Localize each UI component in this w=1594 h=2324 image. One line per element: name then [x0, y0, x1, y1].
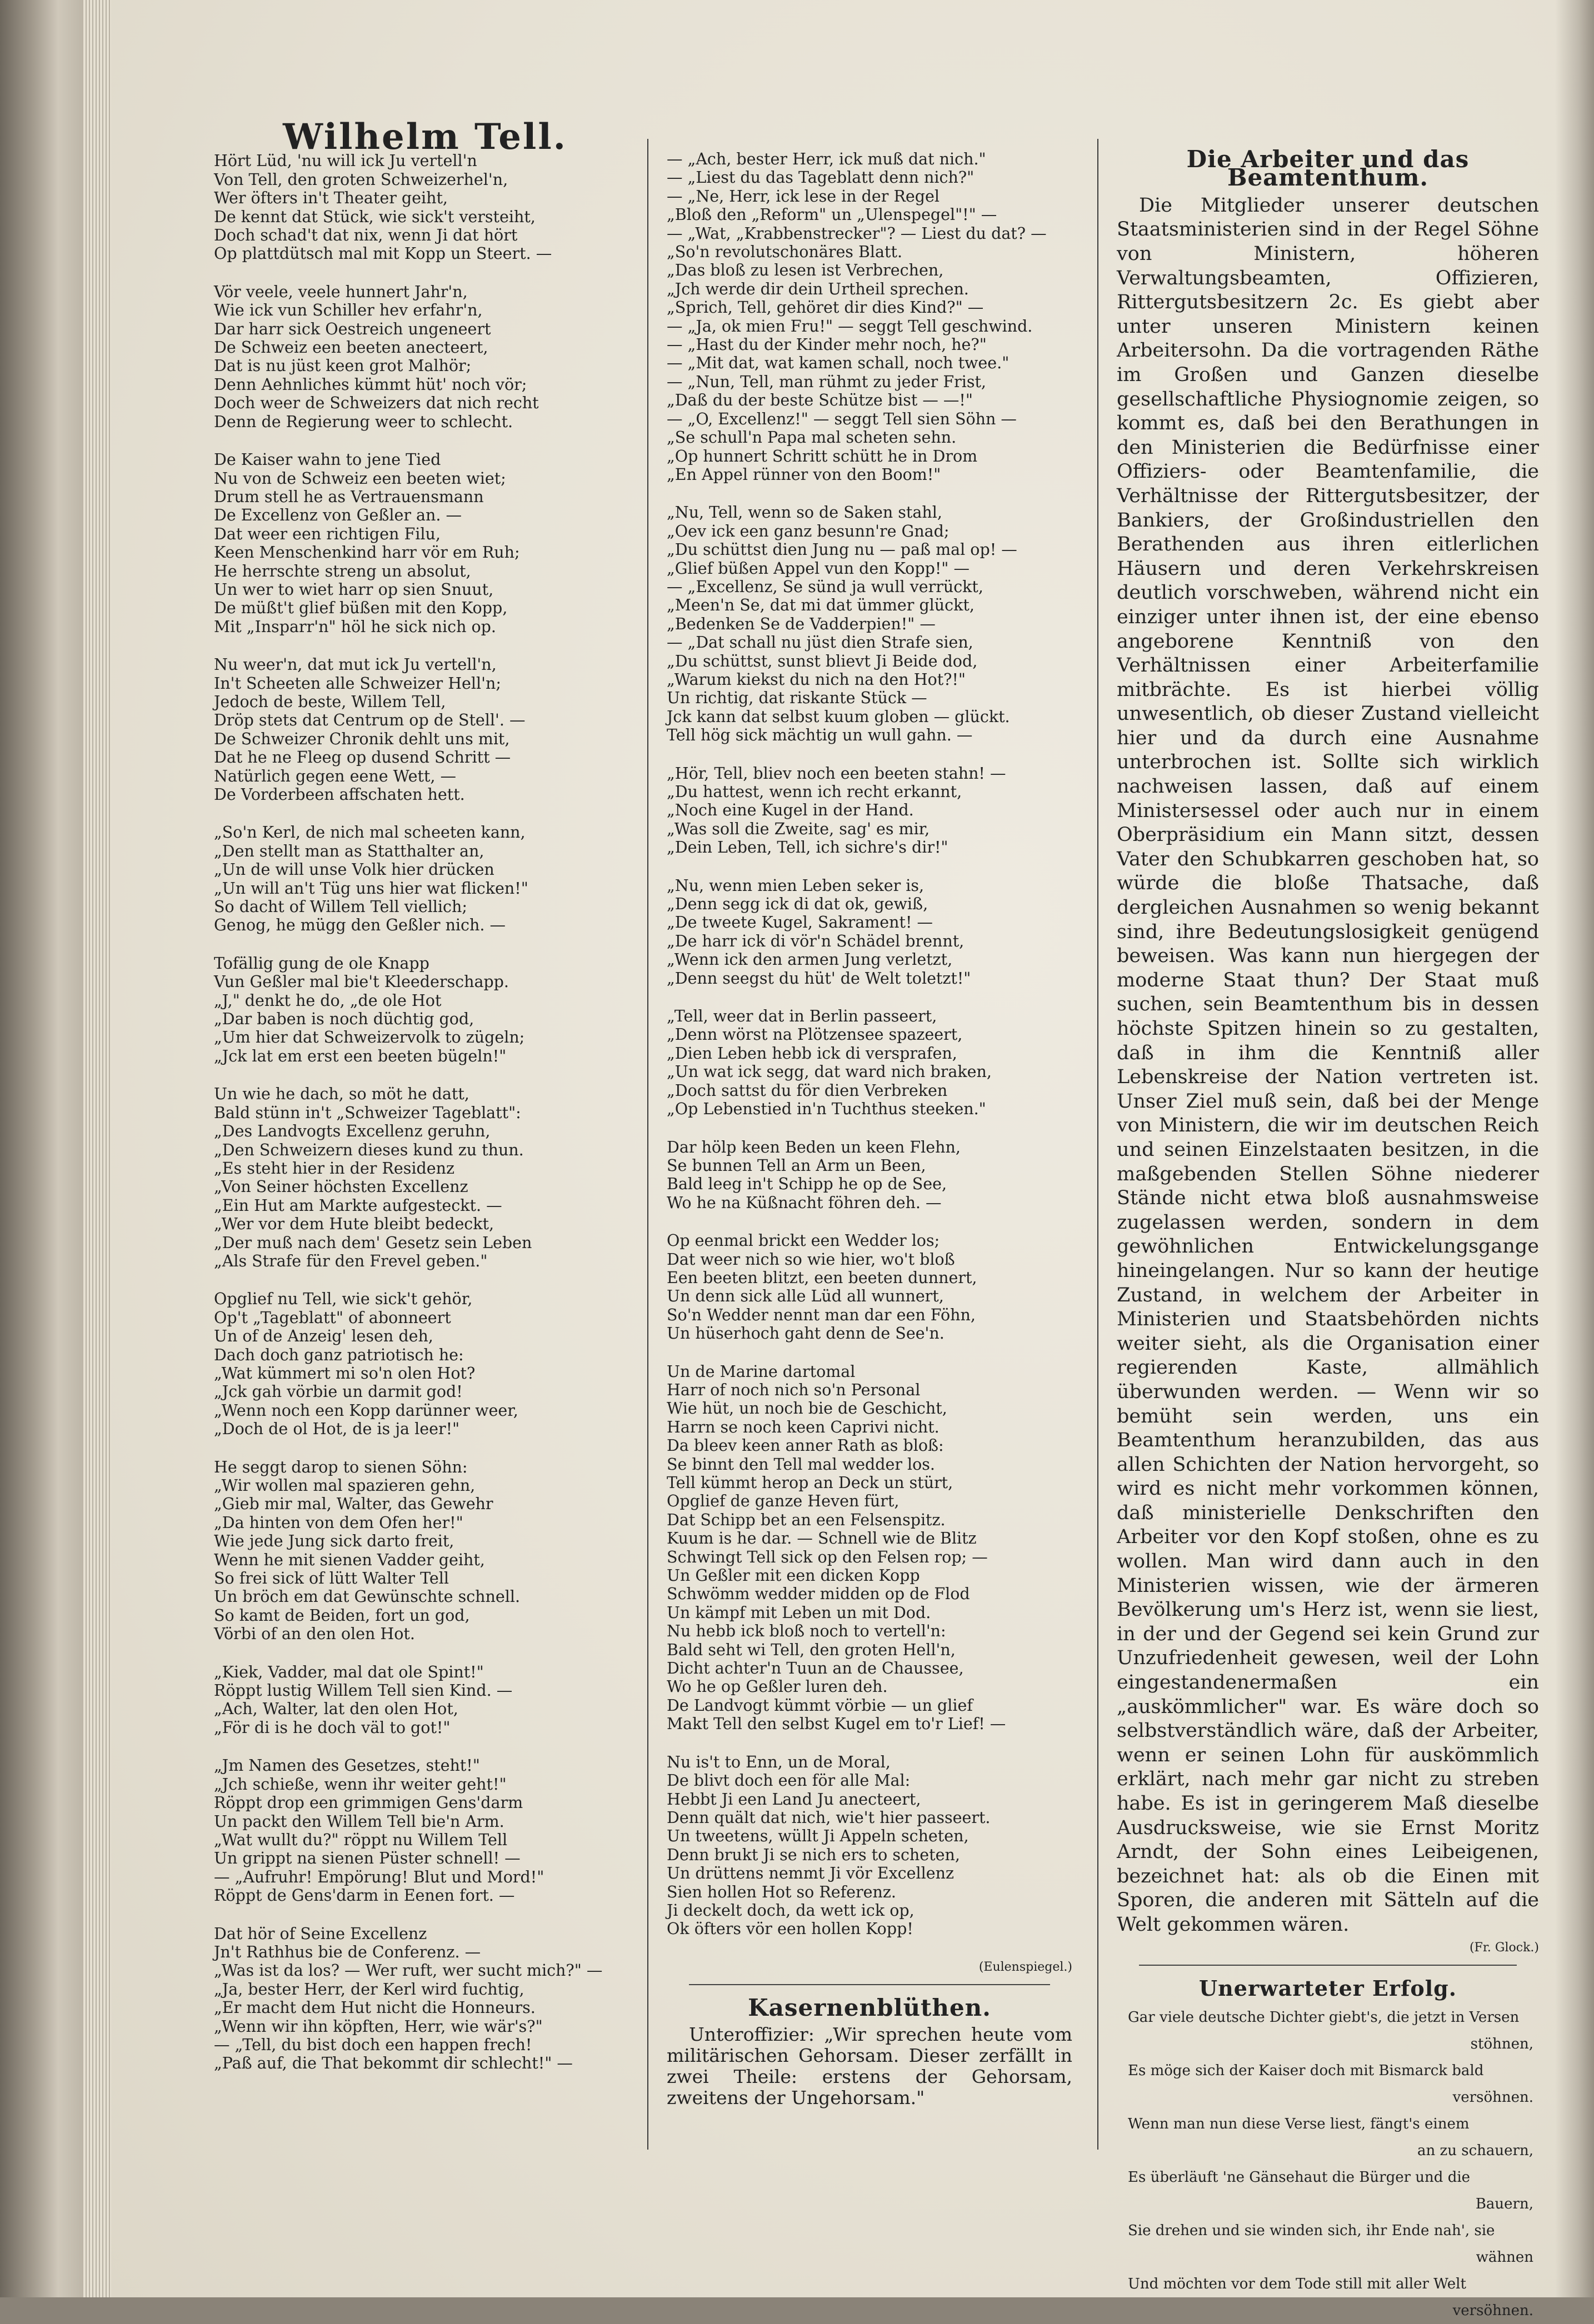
- verse-line: Natürlich gegen eene Wett, —: [214, 767, 456, 785]
- verse-line: „J," denkt he do, „de ole Hot: [214, 991, 442, 1010]
- verse-line: „So'n Kerl, de nich mal scheeten kann,: [214, 823, 526, 842]
- verse-line: „Nu, Tell, wenn so de Saken stahl,: [667, 503, 942, 522]
- article-title-kasernenbluethen: Kasernenblüthen.: [748, 1994, 991, 2022]
- verse-line: Vör veele, veele hunnert Jahr'n,: [214, 282, 468, 301]
- verse-line: „Dein Leben, Tell, ich sichre's dir!": [667, 838, 948, 857]
- verse-line: De Landvogt kümmt vörbie — un glief: [667, 1696, 973, 1715]
- verse-line: Dar harr sick Oestreich ungeneert: [214, 319, 491, 338]
- verse-line-continuation: an zu schauern,: [1417, 2142, 1533, 2160]
- verse-line: „Dar baben is noch düchtig god,: [214, 1010, 474, 1029]
- verse-line: Röppt drop een grimmigen Gens'darm: [214, 1794, 523, 1812]
- verse-line: Doch schad't dat nix, wenn Ji dat hört: [214, 226, 518, 245]
- verse-line: Nu weer'n, dat mut ick Ju vertell'n,: [214, 655, 497, 674]
- stanza: [214, 1925, 636, 2073]
- verse-line: „Op hunnert Schritt schütt he in Drom: [667, 447, 978, 465]
- verse-line: „En Appel rünner von den Boom!": [667, 465, 941, 484]
- verse-line: Drum stell he as Vertrauensmann: [214, 487, 484, 506]
- stanza: [667, 1363, 1072, 1734]
- verse-line: Jn't Rathhus bie de Conferenz. —: [214, 1942, 481, 1961]
- verse-line: „Da hinten von dem Ofen her!": [214, 1513, 463, 1532]
- verse-line: — „Liest du das Tageblatt denn nich?": [667, 168, 975, 187]
- verse-line: Op eenmal brickt een Wedder los;: [667, 1231, 940, 1250]
- verse-line: „Kiek, Vadder, mal dat ole Spint!": [214, 1662, 484, 1681]
- verse-line: Harr of noch nich so'n Personal: [667, 1380, 921, 1399]
- stanza: [214, 1085, 636, 1270]
- verse-line: — „Wat, „Krabbenstrecker"? — Liest du dat? —: [667, 224, 1047, 243]
- stanza: [667, 1138, 1072, 1213]
- verse-line: Un bröch em dat Gewünschte schnell.: [214, 1587, 521, 1606]
- verse-line: He seggt darop to sienen Söhn:: [214, 1457, 468, 1476]
- poem-continuation: [667, 150, 1072, 1939]
- verse-line: Wenn he mit sienen Vadder geiht,: [214, 1550, 485, 1569]
- verse-line: Kuum is he dar. — Schnell wie de Blitz: [667, 1529, 977, 1548]
- verse-line: Sie drehen und sie winden sich, ihr Ende nah', sie: [1128, 2222, 1495, 2240]
- verse-line: Se binnt den Tell mal wedder los.: [667, 1455, 935, 1474]
- poem-body: [214, 152, 636, 2072]
- verse-line: „Bedenken Se de Vadderpien!" —: [667, 614, 936, 633]
- verse-line: „Jm Namen des Gesetzes, steht!": [214, 1756, 480, 1775]
- verse-line: „Den stellt man as Statthalter an,: [214, 842, 484, 860]
- verse-line: Un kämpf mit Leben un mit Dod.: [667, 1603, 931, 1622]
- verse-line: Und möchten vor dem Tode still mit aller Welt: [1128, 2276, 1466, 2293]
- verse-line: „Warum kiekst du nich na den Hot?!": [667, 670, 966, 689]
- verse-line: Bald seht wi Tell, den groten Hell'n,: [667, 1640, 956, 1659]
- verse-line: Dat hör of Seine Excellenz: [214, 1924, 427, 1943]
- verse-line: Dat Schipp bet an een Felsenspitz.: [667, 1510, 946, 1529]
- verse-line: Dat weer een richtigen Filu,: [214, 524, 441, 543]
- verse-line: Röppt de Gens'darm in Eenen fort. —: [214, 1886, 515, 1905]
- verse-line: „Den Schweizern dieses kund zu thun.: [214, 1140, 524, 1159]
- newspaper-page: [111, 0, 1594, 2320]
- verse-line: „Paß auf, die That bekommt dir schlecht!" —: [214, 2054, 573, 2073]
- stanza: [667, 503, 1072, 744]
- article-body-kasernenbluethen: [667, 2024, 1072, 2108]
- verse-line: Opglief nu Tell, wie sick't gehör,: [214, 1290, 473, 1309]
- verse-line: Un de Marine dartomal: [667, 1362, 856, 1381]
- verse-line: — „Ach, bester Herr, ick muß dat nich.": [667, 150, 986, 168]
- verse-line: Un denn sick alle Lüd all wunnert,: [667, 1287, 944, 1306]
- verse-line: „De harr ick di vör'n Schädel brennt,: [667, 931, 965, 950]
- verse-line: Dat is nu jüst keen grot Malhör;: [214, 357, 472, 375]
- verse-line: Nu von de Schweiz een beeten wiet;: [214, 469, 506, 488]
- verse-line: „Es steht hier in der Residenz: [214, 1159, 454, 1178]
- verse-line: Mit „Insparr'n" höl he sick nich op.: [214, 617, 496, 636]
- verse-line: „Bloß den „Reform" un „Ulenspegel"!" —: [667, 206, 997, 224]
- verse-line: „Du schüttst, sunst blievt Ji Beide dod,: [667, 652, 978, 670]
- verse-line: Makt Tell den selbst Kugel em to'r Lief! —: [667, 1715, 1006, 1734]
- poem-title-unerwarteter-erfolg: Unerwarteter Erfolg.: [1199, 1975, 1457, 2001]
- verse-line-continuation: wähnen: [1476, 2249, 1533, 2266]
- verse-line: „Jck lat em erst een beeten bügeln!": [214, 1046, 507, 1065]
- verse-line-continuation: stöhnen,: [1470, 2036, 1533, 2053]
- verse-line: Un richtig, dat riskante Stück —: [667, 689, 927, 708]
- verse-line: „Das bloß zu lesen ist Verbrechen,: [667, 261, 944, 280]
- verse-line: De Kaiser wahn to jene Tied: [214, 450, 441, 469]
- verse-line: Nu hebb ick bloß noch to vertell'n:: [667, 1622, 946, 1641]
- verse-line: So kamt de Beiden, fort un god,: [214, 1606, 470, 1625]
- stanza: [214, 283, 636, 431]
- verse-line: Se bunnen Tell an Arm un Been,: [667, 1156, 926, 1175]
- verse-line: De kennt dat Stück, wie sick't versteiht,: [214, 207, 536, 226]
- verse-line: — „Nun, Tell, man rühmt zu jeder Frist,: [667, 372, 986, 391]
- verse-line: Da bleev keen anner Rath as bloß:: [667, 1436, 944, 1455]
- verse-line: „Von Seiner höchsten Excellenz: [214, 1178, 468, 1196]
- verse-line: „Se schull'n Papa mal scheten sehn.: [667, 428, 957, 447]
- verse-line: So frei sick of lütt Walter Tell: [214, 1569, 449, 1588]
- verse-line: De blivt doch een för alle Mal:: [667, 1771, 911, 1790]
- verse-line: „Un wat ick segg, dat ward nich braken,: [667, 1063, 992, 1081]
- verse-line: Tofällig gung de ole Knapp: [214, 954, 429, 973]
- verse-line: „Wat wullt du?" röppt nu Willem Tell: [214, 1830, 508, 1849]
- verse-line: De müßt't glief büßen mit den Kopp,: [214, 599, 508, 618]
- verse-line: De Schweizer Chronik dehlt uns mit,: [214, 729, 510, 748]
- verse-line: Bald stünn in't „Schweizer Tageblatt":: [214, 1103, 521, 1122]
- verse-line: — „Hast du der Kinder mehr noch, he?": [667, 335, 987, 354]
- verse-line: „Du hattest, wenn ich recht erkannt,: [667, 783, 962, 801]
- verse-line: „Um hier dat Schweizervolk to zügeln;: [214, 1028, 525, 1047]
- source-eulenspiegel: (Eulenspiegel.): [978, 1960, 1072, 1974]
- verse-line: „Dien Leben hebb ick di versprafen,: [667, 1044, 957, 1063]
- verse-line: „Ein Hut am Markte aufgesteckt. —: [214, 1196, 502, 1215]
- stanza: [214, 823, 636, 934]
- verse-line: „Wenn wir ihn köpften, Herr, wie wär's?": [214, 2017, 543, 2036]
- verse-line: Ok öfters vör een hollen Kopp!: [667, 1920, 913, 1939]
- verse-line: Jck kann dat selbst kuum globen — glückt.: [667, 707, 1010, 726]
- verse-line: „Meen'n Se, dat mi dat ümmer glückt,: [667, 596, 975, 615]
- verse-line: „Was soll die Zweite, sag' es mir,: [667, 819, 930, 838]
- verse-line: Sien hollen Hot so Referenz.: [667, 1882, 896, 1901]
- verse-line: Nu is't to Enn, un de Moral,: [667, 1752, 891, 1771]
- verse-line: Un hüserhoch gaht denn de See'n.: [667, 1324, 945, 1343]
- verse-line: „Der muß nach dem' Gesetz sein Leben: [214, 1233, 532, 1252]
- verse-line: Von Tell, den groten Schweizerhel'n,: [214, 170, 508, 189]
- verse-line: „Hör, Tell, bliev noch een beeten stahn! —: [667, 764, 1006, 783]
- verse-line: Dat he ne Fleeg op dusend Schritt —: [214, 748, 511, 767]
- stanza: [214, 1458, 636, 1644]
- verse-line: Dach doch ganz patriotisch he:: [214, 1345, 464, 1364]
- verse-line: Genog, he mügg den Geßler nich. —: [214, 916, 506, 935]
- verse-line: „De tweete Kugel, Sakrament! —: [667, 913, 933, 932]
- stanza: [214, 655, 636, 804]
- verse-line: Wenn man nun diese Verse liest, fängt's einem: [1128, 2116, 1470, 2133]
- verse-line: Ji deckelt doch, da wett ick op,: [667, 1901, 915, 1920]
- verse-line: „Doch sattst du för dien Verbreken: [667, 1081, 948, 1100]
- stanza: [667, 150, 1072, 484]
- verse-line: Tell kümmt herop an Deck un stürt,: [667, 1474, 953, 1492]
- column-left: [214, 116, 636, 2092]
- verse-line: De Vorderbeen affschaten hett.: [214, 785, 465, 804]
- stanza: [214, 450, 636, 636]
- verse-line: „Wat kümmert mi so'n olen Hot?: [214, 1364, 476, 1383]
- verse-line: Op't „Tageblatt" of abonneert: [214, 1308, 451, 1327]
- verse-line: — „Excellenz, Se sünd ja wull verrückt,: [667, 577, 983, 596]
- verse-line: Denn brukt Ji se nich ers to scheten,: [667, 1845, 960, 1864]
- source-glock: (Fr. Glock.): [1469, 1940, 1539, 1955]
- verse-line: Un of de Anzeig' lesen deh,: [214, 1327, 433, 1346]
- page-fold-shadow: [1555, 0, 1594, 2297]
- verse-line: Un Geßler mit een dicken Kopp: [667, 1566, 920, 1585]
- verse-line: Denn de Regierung weer to schlecht.: [214, 412, 513, 431]
- verse-line: Op plattdütsch mal mit Kopp un Steert. —: [214, 244, 552, 263]
- verse-line: — „Dat schall nu jüst dien Strafe sien,: [667, 633, 973, 652]
- article-body-arbeiter: [1117, 194, 1539, 1937]
- verse-line: Wie hüt, un noch bie de Geschicht,: [667, 1399, 947, 1418]
- verse-line: Dröp stets dat Centrum op de Stell'. —: [214, 711, 526, 730]
- verse-line: Gar viele deutsche Dichter giebt's, die jetzt in Versen: [1128, 2009, 1520, 2026]
- verse-line: Wie ick vun Schiller hev erfahr'n,: [214, 301, 483, 320]
- verse-line: Wo he na Küßnacht föhren deh. —: [667, 1193, 942, 1212]
- verse-line: „Denn segg ick di dat ok, gewiß,: [667, 895, 928, 914]
- verse-line: „Was ist da los? — Wer ruft, wer sucht mich?" —: [214, 1961, 603, 1980]
- verse-line: Doch weer de Schweizers dat nich recht: [214, 394, 539, 413]
- verse-line: Wie jede Jung sick darto freit,: [214, 1532, 454, 1551]
- verse-line: Bald leeg in't Schipp he op de See,: [667, 1175, 947, 1194]
- verse-line: So'n Wedder nennt man dar een Föhn,: [667, 1305, 976, 1324]
- verse-line: „Tell, weer dat in Berlin passeert,: [667, 1007, 937, 1026]
- verse-line: Hört Lüd, 'nu will ick Ju vertell'n: [214, 152, 477, 171]
- verse-line: — „Aufruhr! Empörung! Blut und Mord!": [214, 1867, 544, 1886]
- verse-line: Röppt lustig Willem Tell sien Kind. —: [214, 1681, 513, 1700]
- verse-line: „Noch eine Kugel in der Hand.: [667, 801, 914, 820]
- stanza: [214, 1663, 636, 1737]
- stanza: [667, 1753, 1072, 1939]
- stanza: [667, 764, 1072, 857]
- verse-line: De Schweiz een beeten anecteert,: [214, 338, 488, 357]
- verse-line: „För di is he doch väl to got!": [214, 1718, 451, 1737]
- verse-line: Tell hög sick mächtig un wull gahn. —: [667, 726, 973, 745]
- verse-line: „Nu, wenn mien Leben seker is,: [667, 876, 925, 895]
- stanza: [214, 1290, 636, 1438]
- verse-line: „Des Landvogts Excellenz geruhn,: [214, 1122, 491, 1141]
- verse-line: „Sprich, Tell, gehöret dir dies Kind?" —: [667, 298, 984, 317]
- article-title-arbeiter: Die Arbeiter und das Beamtenthum.: [1186, 146, 1470, 192]
- verse-line: „Daß du der beste Schütze bist — —!": [667, 391, 973, 410]
- stanza: [667, 1231, 1072, 1343]
- verse-line: „Jch werde dir dein Urtheil sprechen.: [667, 279, 969, 298]
- verse-line: „Er macht dem Hut nicht die Honneurs.: [214, 1999, 536, 2017]
- article-text: Unteroffizier: „Wir sprechen heute vom militärischen Gehorsam. Dieser zerfällt in zwei Theile: erstens der Gehorsam, zweitens der Ungehorsam.": [667, 2023, 1072, 2108]
- verse-line: Wer öfters in't Theater geiht,: [214, 189, 448, 208]
- verse-line: „So'n revolutschonäres Blatt.: [667, 243, 903, 262]
- verse-line: Vun Geßler mal bie't Kleederschapp.: [214, 973, 509, 991]
- verse-line: „Ja, bester Herr, der Kerl wird fuchtig,: [214, 1980, 524, 1999]
- verse-line: Dicht achter'n Tuun an de Chaussee,: [667, 1659, 964, 1678]
- verse-line: Un packt den Willem Tell bie'n Arm.: [214, 1812, 504, 1831]
- verse-line: Vörbi of an den olen Hot.: [214, 1625, 415, 1644]
- verse-line: Keen Menschenkind harr vör em Ruh;: [214, 543, 520, 562]
- verse-line: Wo he op Geßler luren deh.: [667, 1677, 888, 1696]
- verse-line: Dar hölp keen Beden un keen Flehn,: [667, 1138, 961, 1156]
- verse-line: — „Ja, ok mien Fru!" — seggt Tell geschwind.: [667, 317, 1033, 335]
- column-divider-2: [1097, 139, 1098, 2150]
- stanza: [214, 1756, 636, 1905]
- verse-line: Denn Aehnliches kümmt hüt' noch vör;: [214, 375, 527, 394]
- poem-unerwarteter-erfolg: [1117, 2004, 1539, 2324]
- verse-line: „Als Strafe für den Frevel geben.": [214, 1251, 488, 1270]
- verse-line: „Denn seegst du hüt' de Welt toletzt!": [667, 969, 971, 988]
- verse-line: So dacht of Willem Tell viellich;: [214, 898, 467, 916]
- verse-line: „Jck gah vörbie un darmit god!: [214, 1383, 463, 1401]
- verse-line: „Wer vor dem Hute bleibt bedeckt,: [214, 1215, 494, 1234]
- verse-line: Jedoch de beste, Willem Tell,: [214, 692, 446, 711]
- verse-line: Een beeten blitzt, een beeten dunnert,: [667, 1268, 977, 1287]
- verse-line: — „Mit dat, wat kamen schall, noch twee.": [667, 354, 1010, 373]
- verse-line: Schwömm wedder midden op de Flod: [667, 1585, 970, 1604]
- verse-line: Un wer to wiet harr op sien Snuut,: [214, 580, 494, 599]
- column-divider-1: [647, 139, 648, 2150]
- stanza: [214, 152, 636, 263]
- verse-line: He herrschte streng un absolut,: [214, 562, 471, 580]
- verse-line: In't Scheeten alle Schweizer Hell'n;: [214, 674, 501, 693]
- book-edge-shadow: [0, 0, 83, 2297]
- verse-line: „Glief büßen Appel vun den Kopp!" —: [667, 559, 970, 578]
- verse-line: „Oev ick een ganz besunn're Gnad;: [667, 522, 950, 540]
- verse-line: — „O, Excellenz!" — seggt Tell sien Söhn —: [667, 409, 1017, 428]
- verse-line: „Un will an't Tüg uns hier wat flicken!": [214, 879, 528, 898]
- stanza: [667, 1007, 1072, 1118]
- verse-line: „Wenn ick den armen Jung verletzt,: [667, 950, 953, 969]
- verse-line: Un grippt na sienen Püster schnell! —: [214, 1849, 521, 1868]
- verse-line: Hebbt Ji een Land Ju anecteert,: [667, 1790, 921, 1809]
- verse-line-continuation: versöhnen.: [1452, 2302, 1533, 2320]
- verse-line: Dat weer nich so wie hier, wo't bloß: [667, 1250, 955, 1269]
- verse-line: „Ach, Walter, lat den olen Hot,: [214, 1700, 458, 1719]
- verse-line: Es überläuft 'ne Gänsehaut die Bürger und die: [1128, 2169, 1471, 2186]
- verse-line: Es möge sich der Kaiser doch mit Bismarck bald: [1128, 2062, 1484, 2080]
- page-stack-edge: [83, 0, 111, 2297]
- verse-line: „Gieb mir mal, Walter, das Gewehr: [214, 1495, 493, 1514]
- verse-line: Schwingt Tell sick op den Felsen rop; —: [667, 1547, 988, 1566]
- verse-line: „Op Lebenstied in'n Tuchthus steeken.": [667, 1100, 986, 1119]
- verse-line: „Jch schieße, wenn ihr weiter geht!": [214, 1775, 507, 1794]
- article-text: Die Mitglieder unserer deutschen Staatsministerien sind in der Regel Söhne von Ministern, höheren Verwaltungsbeamten, Offizieren, Rittergutsbesitzern 2c. Es giebt aber unter unseren Ministern keinen Arbeitersohn. Da die vortragenden Räthe im Großen und Ganzen dieselbe gesellschaftliche Physiognomie zeigen, so kommt es, daß bei den Berathungen in den Ministerien die Bedürfnisse einer Offiziers- oder Beamtenfamilie, die Verhältnisse der Rittergutsbesitzer, der Bankiers, der Großindustriellen den Berathenden aus ihren eitlerlichen Häusern und deren Verkehrskreisen deutlich vorschweben, während nicht ein einziger unter ihnen ist, der eine ebenso angeborene Kenntniß von den Verhältnissen einer Arbeiterfamilie mitbrächte. Es ist hierbei völlig unwesentlich, ob dieser Zustand vielleicht hier und da durch eine Ausnahme unterbrochen ist. Sollte sich wirklich nachweisen lassen, daß auf einem Ministersessel oder auch nur in einem Oberpräsidium ein Mann sitzt, dessen Vater den Schubkarren geschoben hat, so würde die bloße Thatsache, daß dergleichen Ausnahmen so wenig bekannt sind, ihre Bedeutungslosigkeit genügend beweisen. Was kann nun hiergegen der moderne Staat thun? Der Staat muß suchen, sein Beamtenthum bis in dessen höchste Spitzen hinein so zu gestalten, daß in ihm die Kenntniß aller Lebenskreise der Nation vertreten ist. Unser Ziel muß sein, daß bei der Menge von Ministern, die wir im deutschen Reich und seinen Einzelstaaten besitzen, in die maßgebenden Stellen Söhne niederer Stände nicht etwa bloß ausnahmsweise zugelassen werden, sondern in dem gewöhnlichen Entwickelungsgange hineingelangen. Nur so kann der heutige Zustand, in welchem der Arbeiter in Ministerien und Staatsbehörden nichts weiter sieht, als die Organisation einer regierenden Kaste, allmählich überwunden werden. — Wenn wir so bemüht sein werden, uns ein Beamtenthum heranzubilden, das aus allen Schichten der Nation hervorgeht, so wird es nicht mehr vorkommen können, daß ministerielle Denkschriften den Arbeiter vor den Kopf stoßen, ohne es zu wollen. Man wird dann auch in den Ministerien wissen, wie der ärmeren Bevölkerung um's Herz ist, wenn sie liest, in der und der Gegend sei kein Grund zur Unzufriedenheit gewesen, weil der Lohn eingestandenermaßen ein „auskömmlicher" war. Es wäre doch so selbstverständlich wäre, daß der Arbeiter, wenn er seinen Lohn für auskömmlich erklärt, nach mehr gar nicht zu streben habe. Es ist in geringerem Maß dieselbe Ausdrucksweise, wie sie Ernst Moritz Arndt, der Sohn eines Leibeigenen, bezeichnet hat: als ob die Einen mit Sporen, die anderen mit Sätteln auf die Welt gekommen wären.: [1117, 194, 1539, 1936]
- verse-line: „Du schüttst dien Jung nu — paß mal op! —: [667, 540, 1017, 559]
- verse-line: Un wie he dach, so möt he datt,: [214, 1085, 469, 1104]
- verse-line: — „Ne, Herr, ick lese in der Regel: [667, 187, 940, 206]
- verse-line: Opglief de ganze Heven fürt,: [667, 1492, 900, 1511]
- verse-line: „Un de will unse Volk hier drücken: [214, 860, 494, 879]
- poem-title-wilhelm-tell: Wilhelm Tell.: [283, 116, 567, 158]
- section-rule: [1139, 1965, 1517, 1966]
- stanza: [214, 954, 636, 1065]
- section-rule: [689, 1984, 1050, 1985]
- verse-line-continuation: versöhnen.: [1452, 2089, 1533, 2106]
- verse-line: „Denn wörst na Plötzensee spazeert,: [667, 1025, 963, 1044]
- column-right: [1117, 146, 1539, 2324]
- verse-line: „Wenn noch een Kopp darünner weer,: [214, 1401, 518, 1420]
- verse-line: Harrn se noch keen Caprivi nicht.: [667, 1418, 940, 1436]
- stanza: [667, 876, 1072, 988]
- verse-line: — „Tell, du bist doch een happen frech!: [214, 2035, 532, 2054]
- verse-line: „Wir wollen mal spazieren gehn,: [214, 1476, 476, 1495]
- verse-line: Denn quält dat nich, wie't hier passeert.: [667, 1808, 991, 1827]
- verse-line: Un tweetens, wüllt Ji Appeln scheten,: [667, 1827, 969, 1846]
- verse-line: De Excellenz von Geßler an. —: [214, 506, 462, 525]
- verse-line: Un drüttens nemmt Ji vör Excellenz: [667, 1864, 954, 1883]
- verse-line: „Doch de ol Hot, de is ja leer!": [214, 1420, 460, 1439]
- column-middle: [667, 150, 1072, 2108]
- verse-line-continuation: Bauern,: [1475, 2196, 1533, 2213]
